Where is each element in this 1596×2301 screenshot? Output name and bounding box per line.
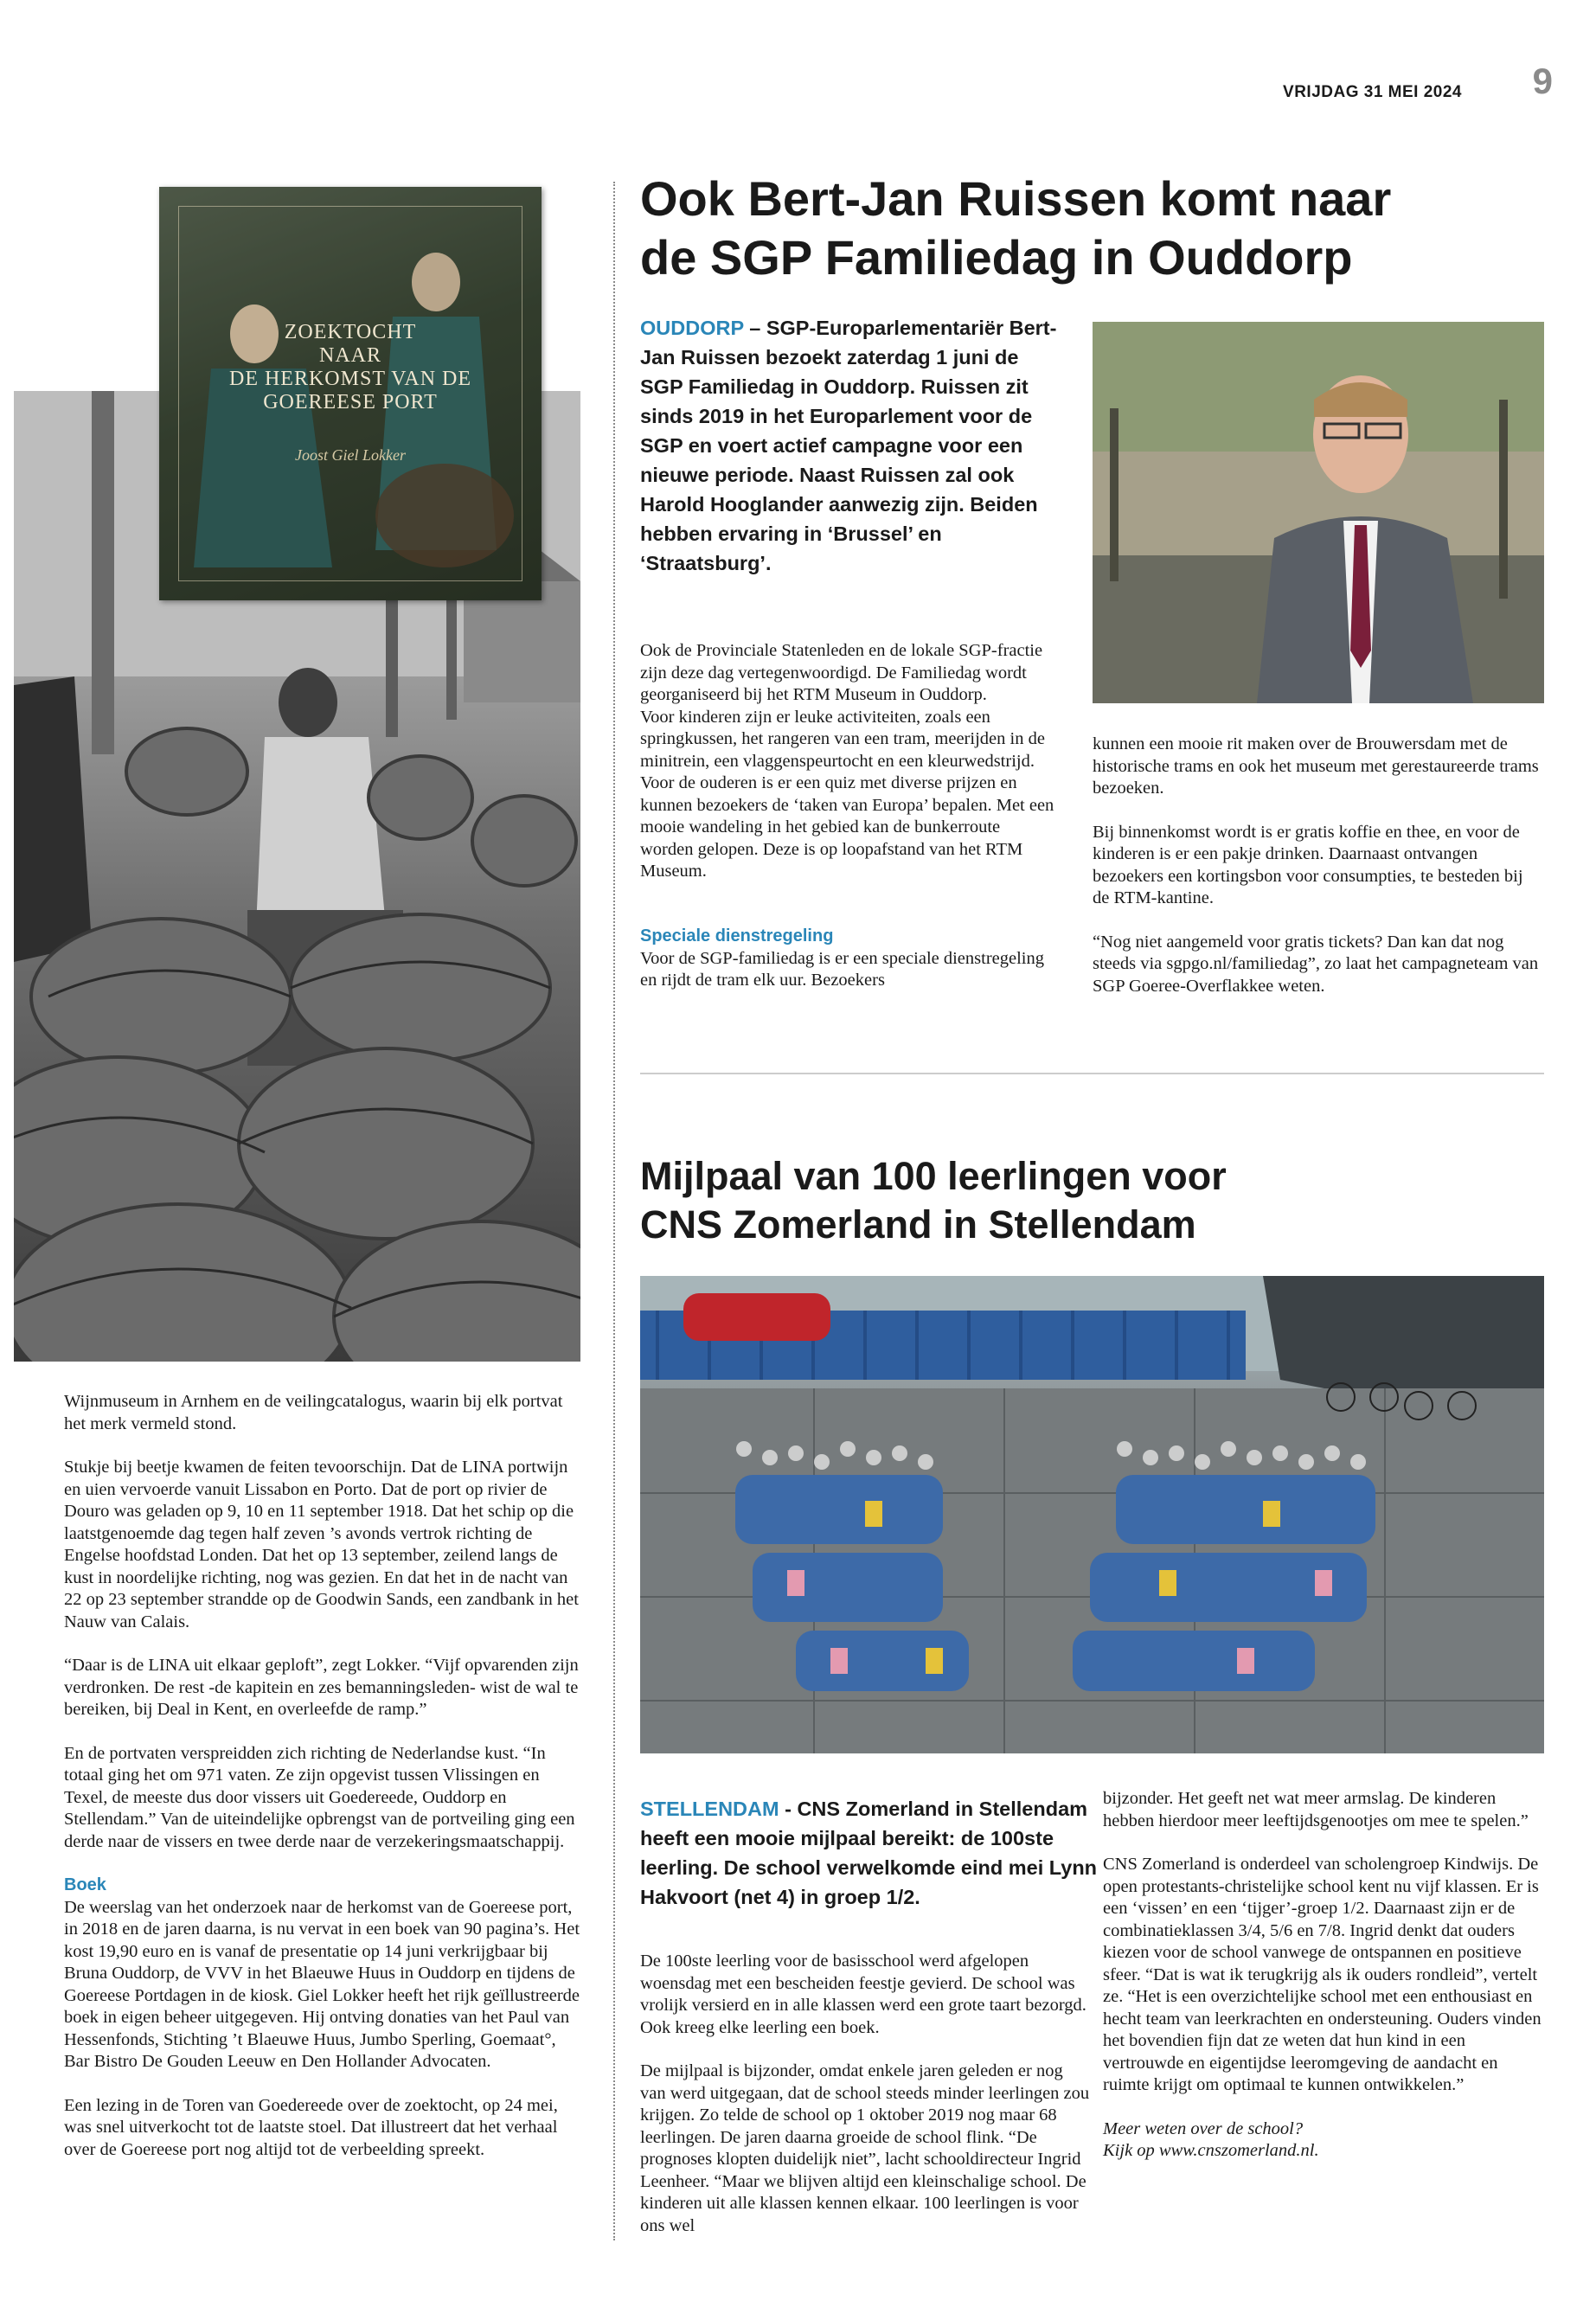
book-cover-title: ZOEKTOCHT NAAR DE HERKOMST VAN DE GOEREESE PORT	[228, 321, 472, 413]
port-section	[64, 1875, 583, 2073]
book-cover-signature: Joost Giel Lokker	[295, 446, 406, 464]
article1-lead	[640, 313, 1064, 578]
port-subhead: Boek	[64, 1875, 106, 1894]
page-number: 9	[1532, 61, 1553, 101]
article2-body-right	[1103, 1788, 1544, 2163]
article2-headline: Mijlpaal van 100 leerlingen voor CNS Zomerland in Stellendam	[640, 1154, 1227, 1247]
article2-outro-line: Meer weten over de school?	[1103, 2118, 1304, 2138]
port-paragraph: De weerslag van het onderzoek naar de herkomst van de Goereese port, in 2018 en de jaren daarna, is nu vervat in een boek van 90 pagina’s. Het kost 19,90 euro en is vanaf de presentatie op 14 juni verkrijgbaar bij Bruna Ouddorp, de VVV in het Blaeuwe Huus in Ouddorp en tijdens de Goereese Portdagen in de kiosk. Giel Lokker heeft het rijk geïllustreerde boek in eigen beheer uitgegeven. Hij ontving donaties van het Paul van Hessenfonds, Stichting ’t Blaeuwe Huus, Jumbo Sperling, Goemaat°, Bar Bistro De Gouden Leeuw en Den Hollander Advocaten.	[64, 1897, 580, 2071]
article2-dateline: STELLENDAM	[640, 1798, 779, 1820]
article1-paragraph: Bij binnenkomst wordt is er gratis koffie en thee, en voor de kinderen is er een pakje drinken. Daarnaast ontvangen bezoekers een kortingsbon voor consumpties, te besteden bij de RTM-kantine.	[1093, 822, 1523, 907]
article1-body-right	[1093, 734, 1544, 997]
article2-outro	[1103, 2118, 1544, 2163]
book-cover	[159, 187, 542, 600]
port-paragraph: Een lezing in de Toren van Goedereede over de zoektocht, op 24 mei, was snel uitverkocht tot de laatste stoel. Dat illustreert dat het verhaal over de Goereese port nog altijd tot de verbeelding spreekt.	[64, 2095, 558, 2159]
article1-headline: Ook Bert-Jan Ruissen komt naar de SGP Familiedag in Ouddorp	[640, 171, 1392, 285]
article1-paragraph: kunnen een mooie rit maken over de Brouwersdam met de historische trams en ook het museum met gerestaureerde trams bezoeken.	[1093, 734, 1539, 798]
port-paragraph: Wijnmuseum in Arnhem en de veilingcatalogus, waarin bij elk portvat het merk vermeld stond.	[64, 1392, 563, 1433]
article1-paragraph: Ook de Provinciale Statenleden en de lokale SGP-fractie zijn deze dag vertegenwoordigd. De Familiedag wordt georganiseerd bij het RTM Museum in Ouddorp.	[640, 641, 1043, 704]
article2-body-left	[640, 1951, 1090, 2237]
article1-paragraph: Voor de SGP-familiedag is er een speciale dienstregeling en rijdt de tram elk uur. Bezoekers	[640, 948, 1044, 990]
school-illustration	[640, 1276, 1544, 1753]
port-paragraph: En de portvaten verspreidden zich richting de Nederlandse kust. “In totaal ging het om 971 vaten. Ze zijn opgevist tussen Vlissingen en Texel, de meeste dus door vissers uit Goedereede, Ouddorp en Stellendam.” Van de uiteindelijke opbrengst van de portveiling ging een derde naar de vissers en twee derde naar de verzekeringsmaatschappij.	[64, 1743, 575, 1851]
article2-paragraph: De 100ste leerling voor de basisschool werd afgelopen woensdag met een bescheiden feestje gevierd. De school was vrolijk versierd en in alle klassen werd een grote taart bezorgd. Ook kreeg elke leerling een boek.	[640, 1952, 1086, 2037]
article1-body-left	[640, 640, 1055, 883]
port-paragraph: “Daar is de LINA uit elkaar geploft”, zegt Lokker. “Vijf opvarenden zijn verdronken. De rest -de kapitein en zes bemanningsleden- wist de wal te bereiken, bij Deal in Kent, en overleefde de ramp.”	[64, 1656, 579, 1719]
column-divider	[613, 182, 615, 2240]
article2-paragraph: De mijlpaal is bijzonder, omdat enkele jaren geleden er nog van werd uitgegaan, dat de school steeds minder leerlingen zou krijgen. Zo telde de school op 1 oktober 2019 nog maar 68 leerlingen. De jaren daarna groeide de school flink. “De prognoses klopten duidelijk niet”, lacht schooldirecteur Ingrid Leenheer. “Maar we blijven altijd een kleinschalige school. De kinderen uit alle klassen kennen elkaar. 100 leerlingen is voor ons wel	[640, 2061, 1090, 2235]
article2-lead-text: - CNS Zomerland in Stellendam heeft een mooie mijlpaal bereikt: de 100ste leerling. De school verwelkomde eind mei Lynn Hakvoort (net 4) in groep 1/2.	[640, 1798, 1098, 1908]
article2-website: Kijk op www.cnszomerland.nl.	[1103, 2141, 1319, 2160]
article1-body-left-bottom	[640, 926, 1055, 992]
article2-paragraph: bijzonder. Het geeft net wat meer armslag. De kinderen hebben hierdoor meer leeftijdsgenootjes om mee te spelen.”	[1103, 1789, 1529, 1830]
school-photo	[640, 1276, 1544, 1753]
ruissen-photo	[1093, 322, 1544, 703]
port-paragraph: Stukje bij beetje kwamen de feiten tevoorschijn. Dat de LINA portwijn en uien vervoerde vanuit Lissabon en Porto. Dat de port op rivier de Douro was geladen op 9, 10 en 11 september 1918. Dat het schip op die laatstgenoemde dag tegen half zeven ’s avonds vertrok richting de Engelse hoofdstad Londen. Dat het op 13 september, zeilend langs de kust in noordelijke richting, nog was gezien. En dat het in de nacht van 22 op 23 september strandde op de Goodwin Sands, een zandbank in het Nauw van Calais.	[64, 1458, 579, 1631]
article2-lead	[640, 1794, 1103, 1912]
article1-dateline: OUDDORP	[640, 317, 744, 339]
port-article-body	[64, 1391, 583, 2161]
article1-lead-text: – SGP-Europarlementariër Bert-Jan Ruissen bezoekt zaterdag 1 juni de SGP Familiedag in Ouddorp. Ruissen zit sinds 2019 in het Europarlement voor de SGP en voert actief campagne voor een nieuwe periode. Naast Ruissen zal ook Harold Hooglander aanwezig zijn. Beiden hebben ervaring in ‘Brussel’ en ‘Straatsburg’.	[640, 317, 1057, 574]
article1-paragraph: “Nog niet aangemeld voor gratis tickets? Dan kan dat nog steeds via sgpgo.nl/familiedag”, zo laat het campagneteam van SGP Goeree-Overflakkee weten.	[1093, 932, 1539, 996]
ruissen-illustration	[1093, 322, 1544, 703]
article1-subhead: Speciale dienstregeling	[640, 926, 834, 945]
article1-paragraph: Voor kinderen zijn er leuke activiteiten, zoals een springkussen, het rangeren van een tram, meerijden in de minitrein, een vlaggenspeurtocht en een kleurwedstrijd. Voor de ouderen is er een quiz met diverse prijzen en kunnen bezoekers de ‘taken van Europa’ bepalen. Met een mooie wandeling in het gebied kan de bunkerroute worden gelopen. Deze is op loopafstand van het RTM Museum.	[640, 707, 1054, 881]
article2-paragraph: CNS Zomerland is onderdeel van scholengroep Kindwijs. De open protestants-christelijke school kent nu vijf klassen. Er is een ‘vissen’ en een ‘tijger’-groep 1/2. Daarnaast zijn er de combinatieklassen 3/4, 5/6 en 7/8. Ingrid denkt dat ouders kiezen voor de school vanwege de ontspannen en positieve sfeer. “Dat is wat ik terugkrijg als ik ouders rondleid”, vertelt ze. “Het is een overzichtelijke school met een enthousiast en hecht team van leerkrachten en ondersteuning. Ouders vinden het bovendien fijn dat ze weten dat hun kind in een vertrouwde en eigentijdse leeromgeving de aandacht en ruimte krijgt om optimaal te kunnen ontwikkelen.”	[1103, 1855, 1542, 2094]
article-divider	[640, 1073, 1544, 1074]
issue-date: VRIJDAG 31 MEI 2024	[1283, 83, 1462, 101]
